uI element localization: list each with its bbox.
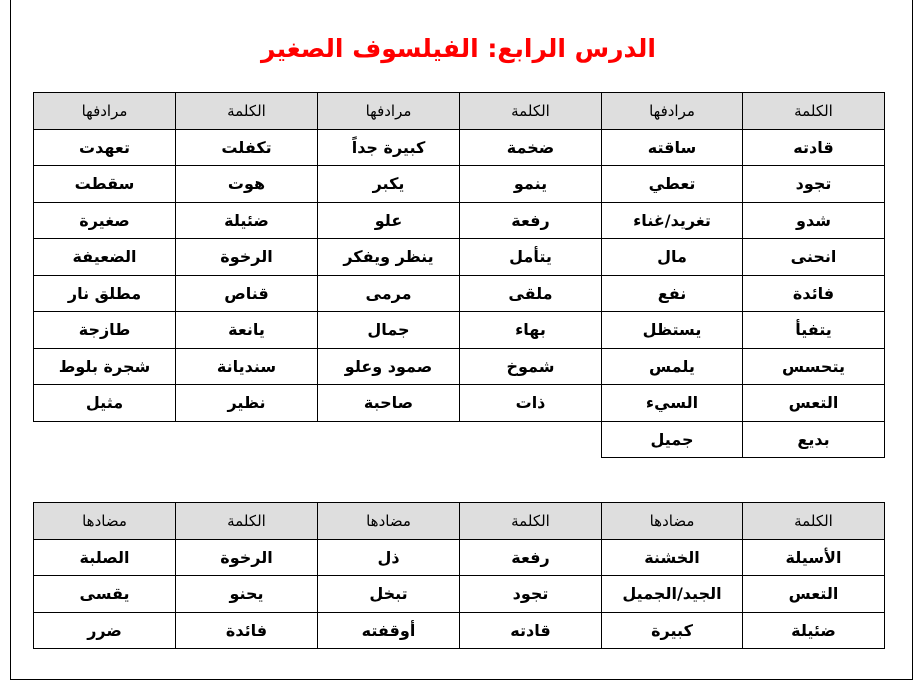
synonyms-cell: مطلق نار: [34, 275, 176, 312]
synonyms-header-cell: مرادفها: [602, 93, 743, 130]
antonyms-cell: الجيد/الجميل: [602, 576, 743, 613]
antonyms-cell: ضئيلة: [743, 612, 885, 649]
antonyms-cell: الأسيلة: [743, 539, 885, 576]
antonyms-cell: تجود: [460, 576, 602, 613]
synonyms-cell: رفعة: [460, 202, 602, 239]
synonyms-cell: ضئيلة: [176, 202, 318, 239]
synonyms-cell: صاحبة: [318, 385, 460, 422]
antonyms-header-cell: مضادها: [318, 503, 460, 540]
antonyms-header-cell: الكلمة: [743, 503, 885, 540]
synonyms-cell: شدو: [743, 202, 885, 239]
synonyms-cell: يستظل: [602, 312, 743, 349]
antonyms-header-cell: الكلمة: [176, 503, 318, 540]
antonyms-cell: فائدة: [176, 612, 318, 649]
synonyms-cell: فائدة: [743, 275, 885, 312]
antonyms-header-row: [34, 503, 885, 540]
synonyms-cell: جميل: [602, 421, 743, 458]
antonyms-cell: تبخل: [318, 576, 460, 613]
synonyms-cell: مثيل: [34, 385, 176, 422]
synonyms-cell: ملقى: [460, 275, 602, 312]
synonyms-cell: صمود وعلو: [318, 348, 460, 385]
synonyms-cell: يلمس: [602, 348, 743, 385]
synonyms-header-cell: مرادفها: [34, 93, 176, 130]
synonyms-cell: السيء: [602, 385, 743, 422]
synonyms-row: [34, 166, 885, 203]
synonyms-header-cell: الكلمة: [176, 93, 318, 130]
antonyms-cell: ذل: [318, 539, 460, 576]
synonyms-cell: يكبر: [318, 166, 460, 203]
synonyms-cell: تعطي: [602, 166, 743, 203]
antonyms-cell: أوقفته: [318, 612, 460, 649]
antonyms-cell: التعس: [743, 576, 885, 613]
antonyms-row: [34, 539, 885, 576]
antonyms-cell: يقسى: [34, 576, 176, 613]
antonyms-row: [34, 576, 885, 613]
antonyms-cell: الصلبة: [34, 539, 176, 576]
synonyms-cell: هوت: [176, 166, 318, 203]
synonyms-cell: الرخوة: [176, 239, 318, 276]
synonyms-cell: سنديانة: [176, 348, 318, 385]
antonyms-cell: ضرر: [34, 612, 176, 649]
synonyms-row: [34, 239, 885, 276]
synonyms-empty-cell: [318, 421, 460, 458]
synonyms-cell: ضخمة: [460, 129, 602, 166]
synonyms-cell: تكفلت: [176, 129, 318, 166]
synonyms-cell: صغيرة: [34, 202, 176, 239]
synonyms-cell: ينظر ويفكر: [318, 239, 460, 276]
synonyms-row: [34, 421, 885, 458]
antonyms-header-cell: مضادها: [34, 503, 176, 540]
synonyms-cell: مال: [602, 239, 743, 276]
synonyms-cell: تغريد/غناء: [602, 202, 743, 239]
synonyms-row: [34, 202, 885, 239]
synonyms-cell: مرمى: [318, 275, 460, 312]
synonyms-row: [34, 348, 885, 385]
synonyms-row: [34, 312, 885, 349]
synonyms-cell: بديع: [743, 421, 885, 458]
antonyms-header-cell: مضادها: [602, 503, 743, 540]
synonyms-row: [34, 385, 885, 422]
synonyms-cell: طازجة: [34, 312, 176, 349]
antonyms-cell: قادته: [460, 612, 602, 649]
synonyms-cell: قادته: [743, 129, 885, 166]
antonyms-cell: كبيرة: [602, 612, 743, 649]
synonyms-cell: ذات: [460, 385, 602, 422]
synonyms-cell: نظير: [176, 385, 318, 422]
synonyms-cell: سقطت: [34, 166, 176, 203]
antonyms-cell: رفعة: [460, 539, 602, 576]
synonyms-empty-cell: [34, 421, 176, 458]
antonyms-table: [33, 502, 885, 649]
synonyms-cell: يتفيأ: [743, 312, 885, 349]
synonyms-cell: ساقته: [602, 129, 743, 166]
antonyms-header-cell: الكلمة: [460, 503, 602, 540]
lesson-title: الدرس الرابع: الفيلسوف الصغير: [261, 34, 656, 63]
antonyms-cell: الرخوة: [176, 539, 318, 576]
synonyms-empty-cell: [176, 421, 318, 458]
synonyms-cell: شموخ: [460, 348, 602, 385]
synonyms-table: [33, 92, 885, 458]
synonyms-cell: يتحسس: [743, 348, 885, 385]
antonyms-row: [34, 612, 885, 649]
synonyms-header-row: [34, 93, 885, 130]
synonyms-cell: نفع: [602, 275, 743, 312]
antonyms-cell: يحنو: [176, 576, 318, 613]
synonyms-row: [34, 275, 885, 312]
synonyms-header-cell: الكلمة: [743, 93, 885, 130]
synonyms-cell: شجرة بلوط: [34, 348, 176, 385]
synonyms-header-cell: مرادفها: [318, 93, 460, 130]
synonyms-cell: يتأمل: [460, 239, 602, 276]
synonyms-cell: جمال: [318, 312, 460, 349]
synonyms-cell: بهاء: [460, 312, 602, 349]
synonyms-cell: يانعة: [176, 312, 318, 349]
antonyms-cell: الخشنة: [602, 539, 743, 576]
synonyms-empty-cell: [460, 421, 602, 458]
synonyms-cell: الضعيفة: [34, 239, 176, 276]
synonyms-cell: التعس: [743, 385, 885, 422]
synonyms-cell: كبيرة جداً: [318, 129, 460, 166]
synonyms-row: [34, 129, 885, 166]
synonyms-header-cell: الكلمة: [460, 93, 602, 130]
synonyms-cell: انحنى: [743, 239, 885, 276]
synonyms-cell: ينمو: [460, 166, 602, 203]
synonyms-cell: تعهدت: [34, 129, 176, 166]
synonyms-cell: تجود: [743, 166, 885, 203]
synonyms-cell: قناص: [176, 275, 318, 312]
synonyms-body: [34, 93, 885, 458]
antonyms-body: [34, 503, 885, 649]
synonyms-cell: علو: [318, 202, 460, 239]
